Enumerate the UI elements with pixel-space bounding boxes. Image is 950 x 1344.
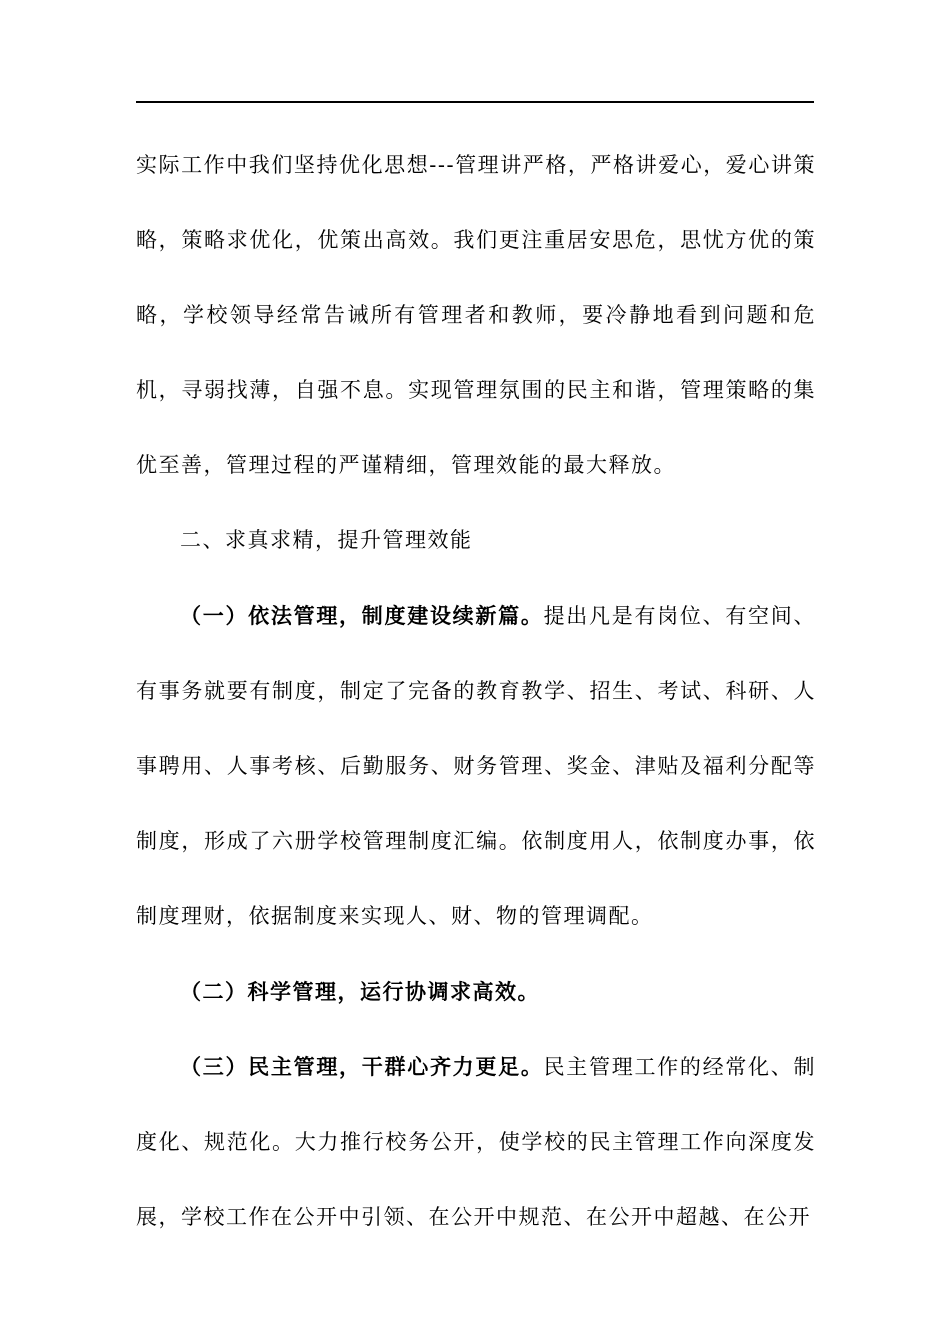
paragraph-legal-management bbox=[136, 578, 816, 954]
item-body-3: 民主管理工作的经常化、制度化、规范化。大力推行校务公开，使学校的民主管理工作向深度发展，学校工作在公开中引领、在公开中规范、在公开中超越、在公开 bbox=[136, 1055, 817, 1229]
item-heading-2: （二）科学管理，运行协调求高效。 bbox=[180, 979, 540, 1004]
item-heading-3: （三）民主管理，干群心齐力更足。 bbox=[180, 1054, 544, 1079]
header-rule bbox=[136, 101, 814, 103]
paragraph-democratic-management bbox=[136, 1029, 816, 1255]
paragraph-management-philosophy: 实际工作中我们坚持优化思想---管理讲严格，严格讲爱心，爱心讲策略，策略求优化，优策出高效。我们更注重居安思危，思忧方优的策略，学校领导经常告诫所有管理者和教师，要冷静地看到问题和危机，寻弱找薄，自强不息。实现管理氛围的民主和谐，管理策略的集优至善，管理过程的严谨精细，管理效能的最大释放。 bbox=[136, 153, 816, 477]
item-body-1: 提出凡是有岗位、有空间、有事务就要有制度，制定了完备的教育教学、招生、考试、科研、人事聘用、人事考核、后勤服务、财务管理、奖金、津贴及福利分配等制度，形成了六册学校管理制度汇编。依制度用人，依制度办事，依制度理财，依据制度来实现人、财、物的管理调配。 bbox=[136, 604, 817, 928]
section-heading-2: 二、求真求精，提升管理效能 bbox=[180, 528, 473, 552]
document-body bbox=[136, 128, 816, 1255]
item-heading-1: （一）依法管理，制度建设续新篇。 bbox=[180, 603, 544, 628]
